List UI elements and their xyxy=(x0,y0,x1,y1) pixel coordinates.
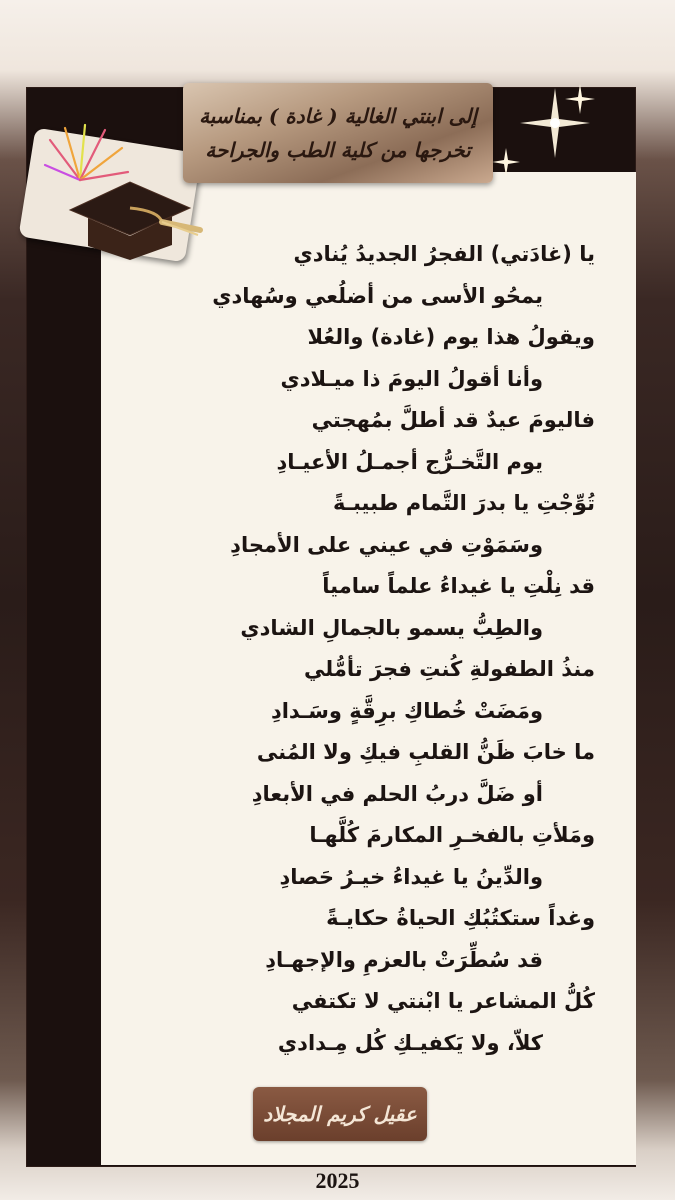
poem-verse: وسَمَوْتِ في عيني على الأمجادِ xyxy=(230,532,543,557)
poem xyxy=(125,234,595,1064)
poem-verse: فاليومَ عيدٌ قد أطلَّ بمُهجتي xyxy=(311,408,595,432)
poem-verse: والدِّينُ يا غيداءُ خيـرُ حَصادِ xyxy=(279,864,543,889)
poem-verse: قد سُطِّرَتْ بالعزمِ والإجهـادِ xyxy=(265,947,543,972)
title-line-2: تخرجها من كلية الطب والجراحة xyxy=(205,138,471,162)
poem-verse: وأنا أقولُ اليومَ ذا ميـلادي xyxy=(280,366,543,391)
poem-verse: منذُ الطفولةِ كُنتِ فجرَ تأمُّلي xyxy=(304,657,595,681)
poem-verse: يا (غادَتي) الفجرُ الجديدُ يُنادي xyxy=(293,242,595,266)
poem-verse: ومَضَتْ خُطاكِ برِقَّةٍ وسَـدادِ xyxy=(270,698,543,723)
sparkle-icon xyxy=(565,84,595,114)
title-banner xyxy=(183,83,493,183)
poem-verse: قد نِلْتِ يا غيداءُ علماً سامياً xyxy=(322,574,595,598)
poem-verse: ما خابَ ظَنُّ القلبِ فيكِ ولا المُنى xyxy=(256,740,595,764)
poem-verse: والطِبُّ يسمو بالجمالِ الشادي xyxy=(240,615,543,640)
poem-verse: يمحُو الأسى من أضلُعي وسُهادي xyxy=(212,283,543,308)
poem-verse: تُوِّجْتِ يا بدرَ التَّمام طبيبـةً xyxy=(333,491,595,515)
author-signature: عقيل كريم المجلاد xyxy=(253,1087,427,1141)
title-line-1: إلى ابنتي الغالية ( غادة ) بمناسبة xyxy=(199,104,477,128)
poem-verse: كلاّ، ولا يَكفيـكِ كُل مِـدادي xyxy=(277,1030,543,1055)
poem-verse: أو ضَلَّ دربُ الحلم في الأبعادِ xyxy=(251,781,543,806)
year-label: 2025 xyxy=(315,1168,360,1193)
poem-verse: كُلُّ المشاعر يا ابْنتي لا تكتفي xyxy=(291,989,595,1013)
sparkle-icon xyxy=(492,148,520,176)
poem-verse: ويقولُ هذا يوم (غادة) والعُلا xyxy=(307,325,595,349)
poem-verse: ومَلأتِ بالفخـرِ المكارمَ كُلَّهـا xyxy=(309,823,595,847)
poem-verse: وغداً ستكتُبُكِ الحياةُ حكايـةً xyxy=(326,906,595,930)
poem-verse: يوم التَّخـرُّج أجمـلُ الأعيـادِ xyxy=(276,449,543,474)
